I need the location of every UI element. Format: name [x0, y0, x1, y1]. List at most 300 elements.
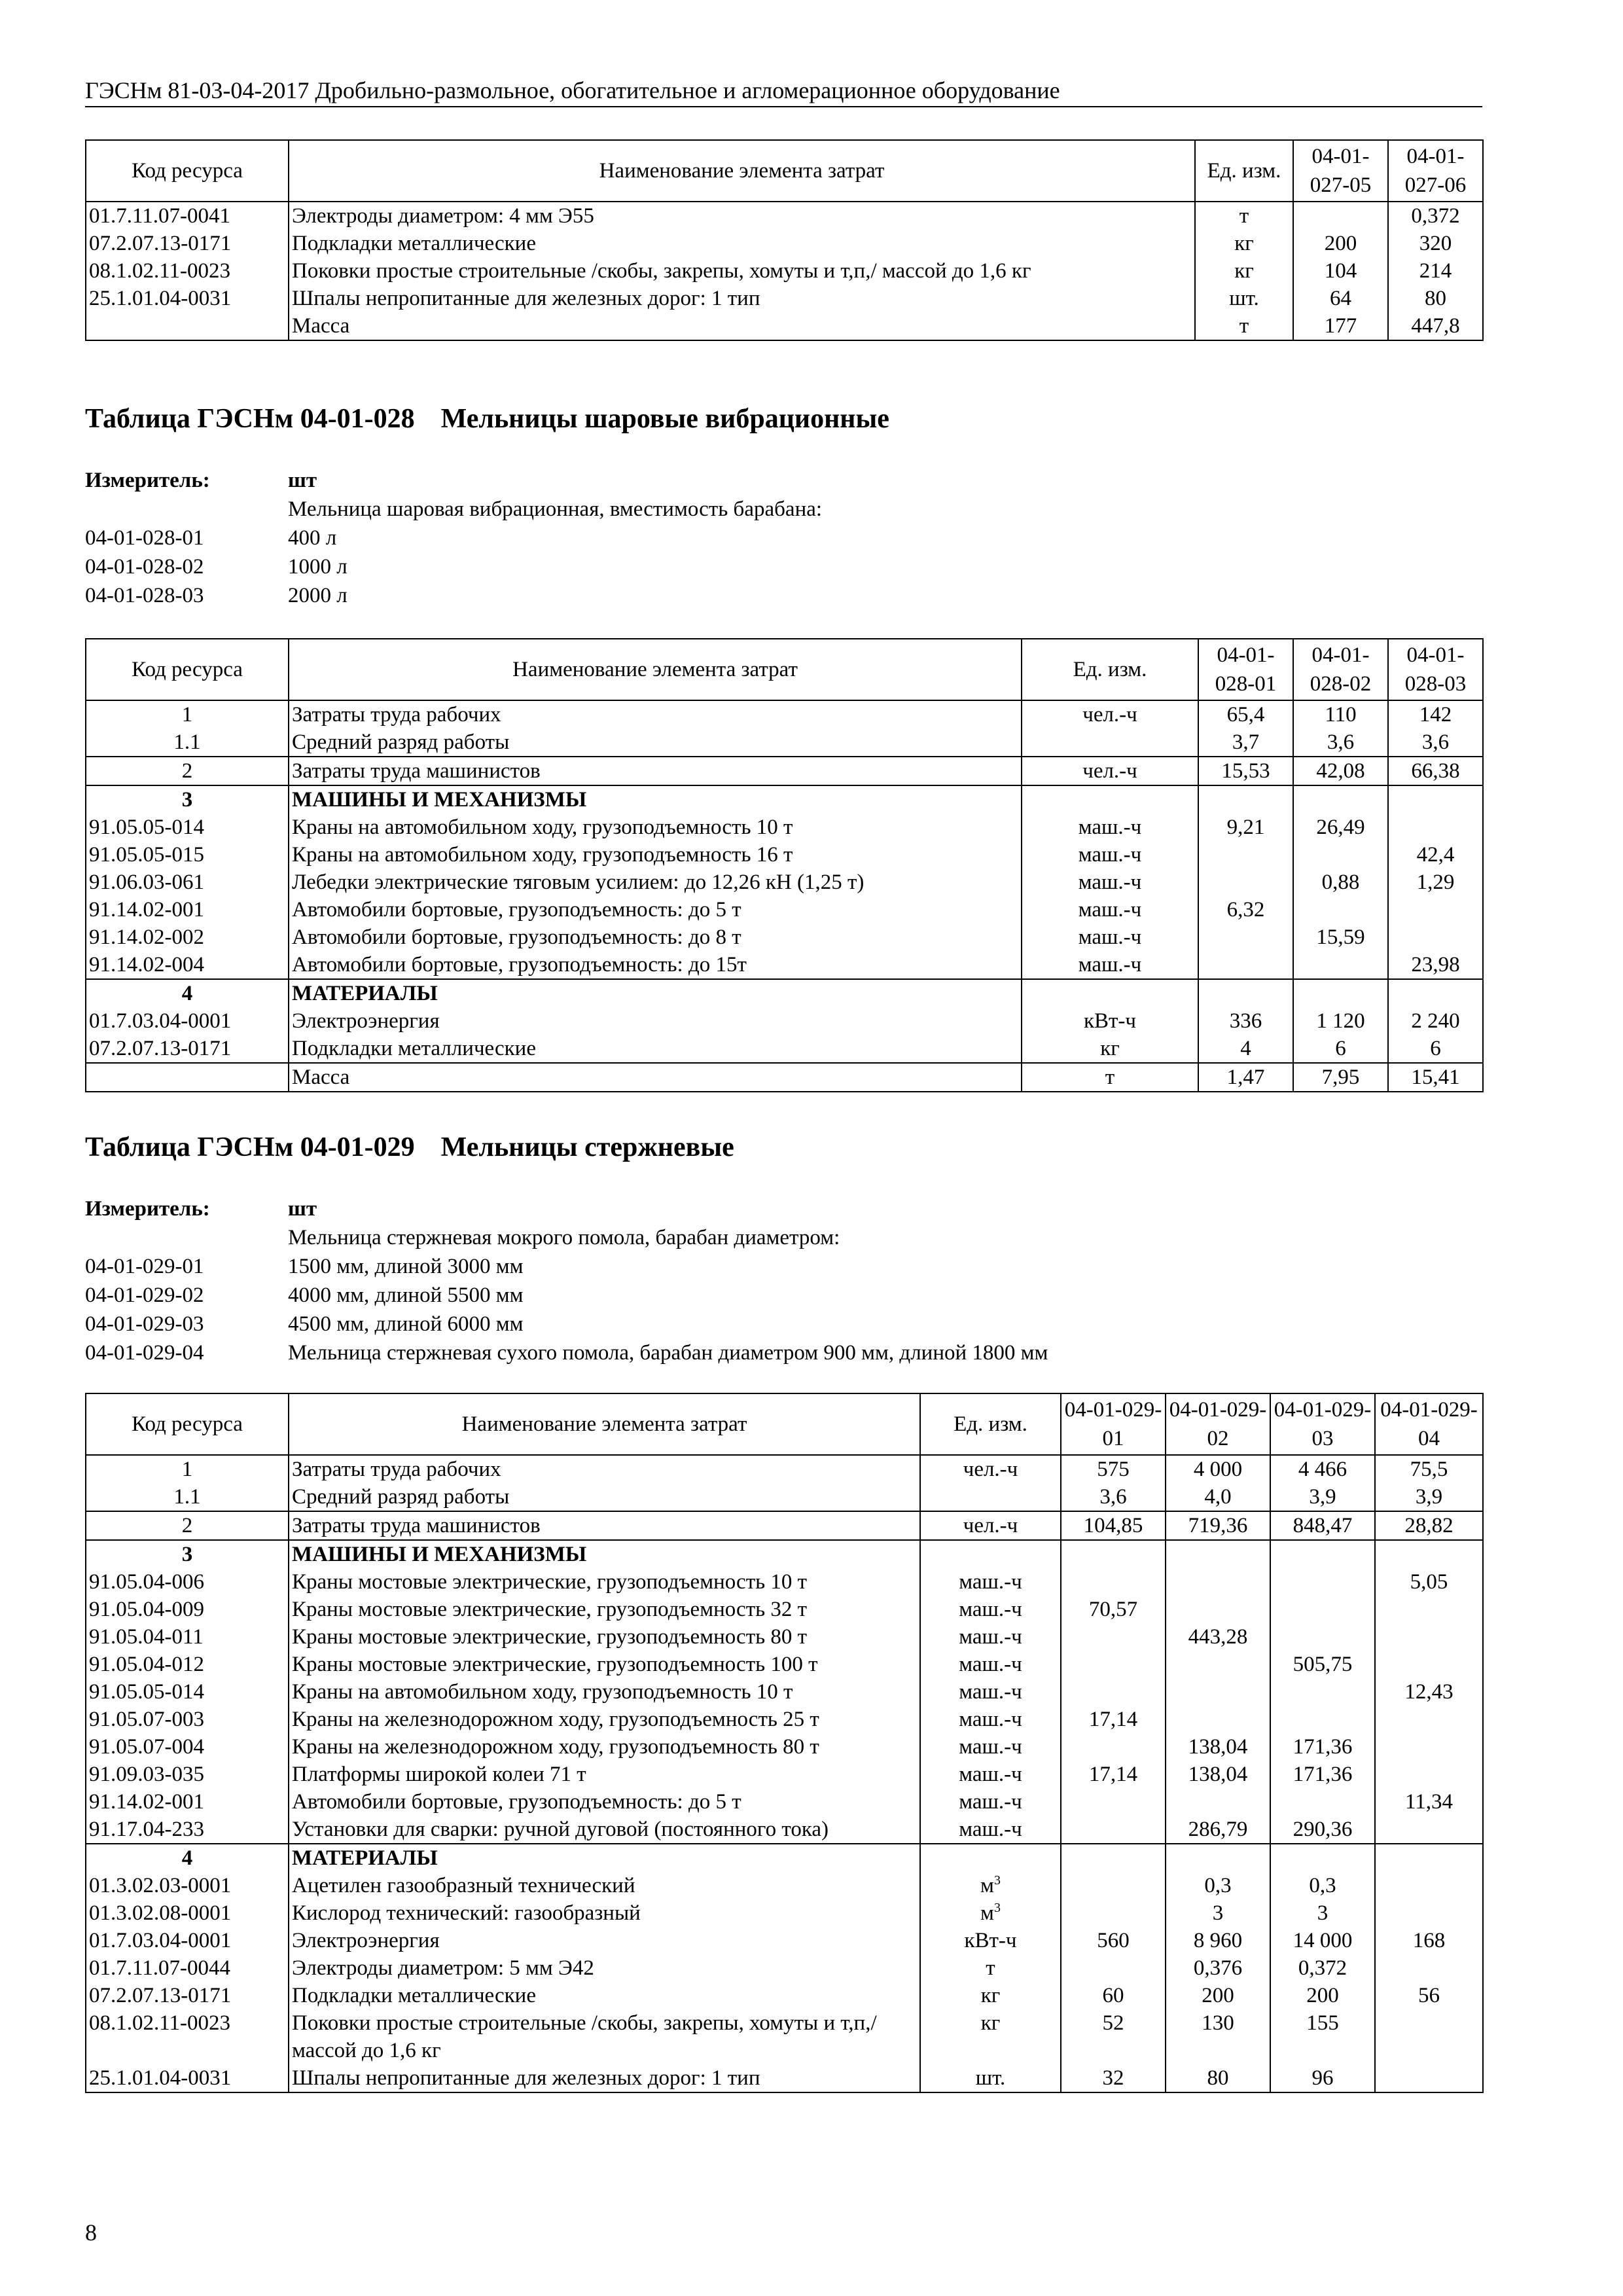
resource-code-cell: 91.14.02-002: [86, 924, 289, 951]
meter-label: Измеритель:: [85, 1197, 210, 1221]
value-cell: 104,85: [1061, 1511, 1166, 1540]
resource-code-cell: 4: [86, 979, 289, 1007]
cost-element-name-cell: Краны на автомобильном ходу, грузоподъемность 10 т: [289, 1678, 920, 1706]
value-cell: 560: [1061, 1927, 1166, 1954]
table-row: [86, 896, 1483, 924]
table-row: [86, 1678, 1483, 1706]
value-cell: [1198, 841, 1293, 869]
value-cell: 11,34: [1375, 1788, 1483, 1816]
cost-element-name-cell: Электроды диаметром: 4 мм Э55: [289, 202, 1195, 230]
norm-code: 04-01-028-01: [85, 526, 204, 550]
value-cell: [1061, 1651, 1166, 1678]
cost-element-name-cell: Электроэнергия: [289, 1007, 1022, 1035]
cost-element-name-cell: Подкладки металлические: [289, 1982, 920, 2009]
unit-cell: [1022, 869, 1198, 896]
unit-text: чел.-ч: [963, 1458, 1018, 1481]
value-cell: [1375, 1540, 1483, 1568]
cost-element-name-cell: Затраты труда машинистов: [289, 757, 1022, 785]
unit-cell: [920, 1596, 1061, 1623]
meter-description: Мельница стержневая мокрого помола, барабан диаметром:: [288, 1226, 840, 1249]
value-cell: [1388, 896, 1483, 924]
value-cell: [1166, 1844, 1270, 1872]
unit-text: маш.-ч: [959, 1708, 1022, 1731]
resource-code-cell: 01.7.03.04-0001: [86, 1927, 289, 1954]
value-cell: [1375, 1733, 1483, 1761]
value-cell: [1198, 869, 1293, 896]
value-cell: 104: [1293, 257, 1388, 285]
value-cell: 15,41: [1388, 1063, 1483, 1092]
norm-code: 04-01-029-02: [85, 1283, 204, 1307]
resource-code-cell: 01.7.11.07-0041: [86, 202, 289, 230]
table-row: [86, 1954, 1483, 1982]
unit-text: т: [1239, 314, 1249, 338]
resource-code-cell: 91.05.05-014: [86, 814, 289, 841]
resource-code-cell: 08.1.02.11-0023: [86, 257, 289, 285]
cost-element-name-cell: Краны на автомобильном ходу, грузоподъемность 10 т: [289, 814, 1022, 841]
unit-cell: [1022, 841, 1198, 869]
unit-text: кВт-ч: [1083, 1009, 1137, 1033]
value-cell: 168: [1375, 1927, 1483, 1954]
value-cell: [1270, 1596, 1375, 1623]
unit-cell: [920, 1623, 1061, 1651]
value-cell: 1,29: [1388, 869, 1483, 896]
value-cell: [1375, 1954, 1483, 1982]
unit-cell: [920, 1678, 1061, 1706]
norm-item: [85, 524, 822, 552]
resource-code-cell: 91.14.02-004: [86, 951, 289, 979]
unit-cell: [920, 1483, 1061, 1511]
value-cell: 155: [1270, 2009, 1375, 2064]
norm-text: 4000 мм, длиной 5500 мм: [288, 1283, 524, 1307]
resource-code-cell: 91.14.02-001: [86, 896, 289, 924]
cost-element-name-cell: Поковки простые строительные /скобы, закрепы, хомуты и т,п,/ массой до 1,6 кг: [289, 2009, 920, 2064]
resource-code-cell: 01.7.11.07-0044: [86, 1954, 289, 1982]
unit-cell: [1022, 757, 1198, 785]
column-header: Наименование элемента затрат: [289, 639, 1022, 700]
resource-code-cell: 91.09.03-035: [86, 1761, 289, 1788]
cost-element-name-cell: Затраты труда рабочих: [289, 1455, 920, 1483]
unit-text: чел.-ч: [1082, 759, 1137, 783]
value-cell: [1375, 1596, 1483, 1623]
cost-element-name-cell: Автомобили бортовые, грузоподъемность: до 8 т: [289, 924, 1022, 951]
cost-element-name-cell: МАТЕРИАЛЫ: [289, 979, 1022, 1007]
norm-item: [85, 1252, 1048, 1281]
resource-code-cell: 1: [86, 1455, 289, 1483]
value-cell: [1375, 1706, 1483, 1733]
value-cell: 26,49: [1293, 814, 1388, 841]
value-cell: [1198, 951, 1293, 979]
page-number: 8: [85, 2219, 97, 2246]
value-cell: [1166, 1651, 1270, 1678]
table-row: [86, 841, 1483, 869]
page-header: ГЭСНм 81-03-04-2017 Дробильно-размольное, обогатительное и агломерационное оборудование: [85, 77, 1482, 107]
table-row: [86, 1063, 1483, 1092]
cost-element-name-cell: Ацетилен газообразный технический: [289, 1872, 920, 1899]
unit-cell: [1195, 230, 1293, 257]
column-header: 04-01-028-03: [1388, 639, 1483, 700]
unit-text: т: [986, 1956, 995, 1980]
value-cell: [1270, 1540, 1375, 1568]
unit-text: кВт-ч: [964, 1929, 1017, 1952]
value-cell: [1375, 1623, 1483, 1651]
value-cell: 15,59: [1293, 924, 1388, 951]
unit-cell: [920, 2064, 1061, 2092]
unit-cell: [920, 1816, 1061, 1844]
value-cell: [1293, 951, 1388, 979]
resource-code-cell: 01.3.02.08-0001: [86, 1899, 289, 1927]
value-cell: 14 000: [1270, 1927, 1375, 1954]
unit-cell: [1022, 1035, 1198, 1063]
value-cell: 3,6: [1293, 728, 1388, 757]
cost-element-name-cell: Затраты труда машинистов: [289, 1511, 920, 1540]
resource-code-cell: [86, 1063, 289, 1092]
value-cell: [1270, 1678, 1375, 1706]
value-cell: 719,36: [1166, 1511, 1270, 1540]
unit-cell: [920, 1844, 1061, 1872]
value-cell: 56: [1375, 1982, 1483, 2009]
value-cell: 848,47: [1270, 1511, 1375, 1540]
table-row: [86, 1982, 1483, 2009]
cost-element-name-cell: Затраты труда рабочих: [289, 700, 1022, 728]
value-cell: [1375, 2064, 1483, 2092]
table-028-code: Таблица ГЭСНм 04-01-028: [85, 404, 415, 434]
unit-cell: [920, 1872, 1061, 1899]
value-cell: [1270, 1568, 1375, 1596]
unit-cell: [920, 1706, 1061, 1733]
cost-element-name-cell: МАШИНЫ И МЕХАНИЗМЫ: [289, 1540, 920, 1568]
table-row: [86, 1899, 1483, 1927]
cost-element-name-cell: МАТЕРИАЛЫ: [289, 1844, 920, 1872]
cost-element-name-cell: Автомобили бортовые, грузоподъемность: до 5 т: [289, 896, 1022, 924]
resource-code-cell: 1.1: [86, 728, 289, 757]
unit-text: шт.: [1229, 287, 1259, 310]
cost-element-name-cell: МАШИНЫ И МЕХАНИЗМЫ: [289, 785, 1022, 814]
resource-code-cell: 3: [86, 785, 289, 814]
column-header: Ед. изм.: [1195, 140, 1293, 202]
column-header: 04-01-029-03: [1270, 1393, 1375, 1455]
table-row: [86, 951, 1483, 979]
table-row: [86, 1483, 1483, 1511]
resource-code-cell: 91.05.04-006: [86, 1568, 289, 1596]
norm-text: 4500 мм, длиной 6000 мм: [288, 1312, 524, 1336]
value-cell: 3,9: [1270, 1483, 1375, 1511]
unit-cell: [920, 1954, 1061, 1982]
value-cell: [1388, 785, 1483, 814]
resource-code-cell: 07.2.07.13-0171: [86, 230, 289, 257]
value-cell: [1166, 1678, 1270, 1706]
meter-label: Измеритель:: [85, 469, 210, 492]
table-row: [86, 1007, 1483, 1035]
unit-cell: [1022, 979, 1198, 1007]
cost-element-name-cell: Подкладки металлические: [289, 1035, 1022, 1063]
value-cell: [1388, 979, 1483, 1007]
table-row: [86, 230, 1483, 257]
unit-cell: [920, 1761, 1061, 1788]
unit-cell: [920, 1540, 1061, 1568]
value-cell: [1061, 1540, 1166, 1568]
unit-text: маш.-ч: [959, 1570, 1022, 1594]
table-row: [86, 757, 1483, 785]
unit-text: кг: [980, 1984, 1001, 2007]
value-cell: [1293, 979, 1388, 1007]
value-cell: 65,4: [1198, 700, 1293, 728]
value-cell: [1293, 202, 1388, 230]
value-cell: 0,372: [1388, 202, 1483, 230]
value-cell: [1061, 1788, 1166, 1816]
value-cell: [1061, 1872, 1166, 1899]
column-header: 04-01-028-02: [1293, 639, 1388, 700]
norm-text: Мельница стержневая сухого помола, барабан диаметром 900 мм, длиной 1800 мм: [288, 1341, 1048, 1365]
value-cell: [1375, 1872, 1483, 1899]
table-row: [86, 785, 1483, 814]
norm-text: 1500 мм, длиной 3000 мм: [288, 1255, 524, 1278]
unit-text: чел.-ч: [963, 1514, 1018, 1537]
value-cell: [1061, 1844, 1166, 1872]
unit-cell: [1022, 1007, 1198, 1035]
value-cell: 320: [1388, 230, 1483, 257]
value-cell: [1061, 1954, 1166, 1982]
value-cell: 7,95: [1293, 1063, 1388, 1092]
meter-description: Мельница шаровая вибрационная, вместимость барабана:: [288, 497, 823, 521]
table-029: [85, 1393, 1484, 2093]
column-header: Ед. изм.: [920, 1393, 1061, 1455]
unit-text: чел.-ч: [1082, 703, 1137, 726]
unit-text: маш.-ч: [959, 1598, 1022, 1621]
unit-text: маш.-ч: [1078, 870, 1142, 894]
value-cell: [1375, 2009, 1483, 2064]
table-row: [86, 1872, 1483, 1899]
value-cell: [1198, 924, 1293, 951]
cost-element-name-cell: Платформы широкой колеи 71 т: [289, 1761, 920, 1788]
resource-code-cell: 07.2.07.13-0171: [86, 1035, 289, 1063]
resource-code-cell: 2: [86, 1511, 289, 1540]
value-cell: 4 000: [1166, 1455, 1270, 1483]
cost-element-name-cell: Краны мостовые электрические, грузоподъемность 80 т: [289, 1623, 920, 1651]
value-cell: [1166, 1596, 1270, 1623]
resource-code-cell: 1: [86, 700, 289, 728]
value-cell: 1 120: [1293, 1007, 1388, 1035]
value-cell: [1166, 1788, 1270, 1816]
unit-cell: [920, 1788, 1061, 1816]
table-row: [86, 1816, 1483, 1844]
value-cell: [1061, 1568, 1166, 1596]
value-cell: 17,14: [1061, 1761, 1166, 1788]
cost-element-name-cell: Шпалы непропитанные для железных дорог: 1 тип: [289, 285, 1195, 312]
norm-text: 400 л: [288, 526, 337, 550]
cost-element-name-cell: Краны на автомобильном ходу, грузоподъемность 16 т: [289, 841, 1022, 869]
unit-text: т: [1105, 1066, 1115, 1089]
value-cell: [1293, 785, 1388, 814]
value-cell: 4: [1198, 1035, 1293, 1063]
value-cell: 110: [1293, 700, 1388, 728]
unit-cell: [920, 1899, 1061, 1927]
cost-element-name-cell: Краны на железнодорожном ходу, грузоподъемность 80 т: [289, 1733, 920, 1761]
table-028-meter-block: [85, 466, 822, 610]
norm-item: [85, 1281, 1048, 1310]
value-cell: 200: [1166, 1982, 1270, 2009]
cost-element-name-cell: Краны мостовые электрические, грузоподъемность 32 т: [289, 1596, 920, 1623]
table-029-meter-block: [85, 1194, 1048, 1367]
value-cell: 2 240: [1388, 1007, 1483, 1035]
value-cell: 15,53: [1198, 757, 1293, 785]
table-row: [86, 1511, 1483, 1540]
unit-text: кг: [1100, 1037, 1120, 1060]
unit-cell: [1022, 951, 1198, 979]
value-cell: 9,21: [1198, 814, 1293, 841]
table-row: [86, 1455, 1483, 1483]
norm-item: [85, 1338, 1048, 1367]
table-row: [86, 1761, 1483, 1788]
norm-code: 04-01-029-04: [85, 1341, 204, 1365]
column-header: 04-01-027-06: [1388, 140, 1483, 202]
value-cell: 286,79: [1166, 1816, 1270, 1844]
resource-code-cell: 91.14.02-001: [86, 1788, 289, 1816]
column-header: 04-01-029-01: [1061, 1393, 1166, 1455]
value-cell: 64: [1293, 285, 1388, 312]
table-row: [86, 257, 1483, 285]
norm-item: [85, 552, 822, 581]
cost-element-name-cell: Электроэнергия: [289, 1927, 920, 1954]
resource-code-cell: 91.05.07-004: [86, 1733, 289, 1761]
value-cell: 0,3: [1270, 1872, 1375, 1899]
unit-cell: [1022, 728, 1198, 757]
cost-element-name-cell: Краны мостовые электрические, грузоподъемность 10 т: [289, 1568, 920, 1596]
table-029-name: Мельницы стержневые: [440, 1132, 734, 1162]
value-cell: [1061, 1899, 1166, 1927]
table-row: [86, 1540, 1483, 1568]
value-cell: [1270, 1844, 1375, 1872]
value-cell: 447,8: [1388, 312, 1483, 340]
unit-superscript: 3: [993, 1873, 1001, 1888]
value-cell: [1375, 1899, 1483, 1927]
unit-text: маш.-ч: [959, 1735, 1022, 1759]
value-cell: 130: [1166, 2009, 1270, 2064]
value-cell: [1166, 1706, 1270, 1733]
table-028-name: Мельницы шаровые вибрационные: [440, 404, 889, 434]
value-cell: 70,57: [1061, 1596, 1166, 1623]
table-029-title: [85, 1131, 734, 1164]
value-cell: [1388, 924, 1483, 951]
unit-text: м: [980, 1901, 994, 1925]
value-cell: 0,3: [1166, 1872, 1270, 1899]
value-cell: 138,04: [1166, 1733, 1270, 1761]
resource-code-cell: 91.05.05-014: [86, 1678, 289, 1706]
unit-cell: [1195, 285, 1293, 312]
table-row: [86, 1927, 1483, 1954]
unit-cell: [1022, 896, 1198, 924]
value-cell: 0,88: [1293, 869, 1388, 896]
value-cell: [1061, 1623, 1166, 1651]
resource-code-cell: 3: [86, 1540, 289, 1568]
table-row: [86, 700, 1483, 728]
value-cell: 60: [1061, 1982, 1166, 2009]
cost-element-name-cell: Установки для сварки: ручной дуговой (постоянного тока): [289, 1816, 920, 1844]
value-cell: 3,9: [1375, 1483, 1483, 1511]
value-cell: [1375, 1816, 1483, 1844]
value-cell: [1198, 979, 1293, 1007]
unit-cell: [1022, 814, 1198, 841]
resource-code-cell: [86, 312, 289, 340]
table-028: [85, 638, 1484, 1092]
value-cell: 200: [1293, 230, 1388, 257]
unit-text: маш.-ч: [959, 1680, 1022, 1704]
norm-item: [85, 581, 822, 610]
cost-element-name-cell: Средний разряд работы: [289, 1483, 920, 1511]
unit-text: маш.-ч: [1078, 953, 1142, 977]
unit-text: маш.-ч: [959, 1763, 1022, 1786]
value-cell: 75,5: [1375, 1455, 1483, 1483]
unit-text: кг: [1234, 232, 1254, 255]
unit-text: кг: [980, 2011, 1001, 2035]
table-row: [86, 1035, 1483, 1063]
unit-text: маш.-ч: [1078, 843, 1142, 867]
table-row: [86, 979, 1483, 1007]
value-cell: 3,6: [1388, 728, 1483, 757]
table-row: [86, 1623, 1483, 1651]
unit-cell: [920, 1982, 1061, 2009]
value-cell: [1166, 1568, 1270, 1596]
unit-cell: [1022, 785, 1198, 814]
table-row: [86, 1568, 1483, 1596]
cost-element-name-cell: Краны на железнодорожном ходу, грузоподъемность 25 т: [289, 1706, 920, 1733]
column-header: Код ресурса: [86, 140, 289, 202]
table-row: [86, 1651, 1483, 1678]
meter-value: шт: [288, 1197, 317, 1221]
table-row: [86, 728, 1483, 757]
unit-text: маш.-ч: [1078, 898, 1142, 922]
unit-text: т: [1239, 204, 1249, 228]
column-header: Наименование элемента затрат: [289, 1393, 920, 1455]
unit-text: м: [980, 1874, 994, 1897]
value-cell: [1061, 1678, 1166, 1706]
unit-text: маш.-ч: [1078, 925, 1142, 949]
table-row: [86, 1596, 1483, 1623]
unit-text: кг: [1234, 259, 1254, 283]
unit-cell: [1195, 257, 1293, 285]
norm-item: [85, 1310, 1048, 1338]
resource-code-cell: 91.17.04-233: [86, 1816, 289, 1844]
cost-element-name-cell: Шпалы непропитанные для железных дорог: 1 тип: [289, 2064, 920, 2092]
value-cell: 28,82: [1375, 1511, 1483, 1540]
value-cell: [1293, 896, 1388, 924]
unit-cell: [1022, 1063, 1198, 1092]
value-cell: [1270, 1788, 1375, 1816]
resource-code-cell: 4: [86, 1844, 289, 1872]
table-row: [86, 2009, 1483, 2064]
table-row: [86, 2064, 1483, 2092]
value-cell: 142: [1388, 700, 1483, 728]
cost-element-name-cell: Масса: [289, 312, 1195, 340]
cost-element-name-cell: Автомобили бортовые, грузоподъемность: до 5 т: [289, 1788, 920, 1816]
value-cell: 4,0: [1166, 1483, 1270, 1511]
value-cell: 336: [1198, 1007, 1293, 1035]
unit-cell: [920, 1455, 1061, 1483]
unit-cell: [1195, 202, 1293, 230]
resource-code-cell: 01.3.02.03-0001: [86, 1872, 289, 1899]
value-cell: 200: [1270, 1982, 1375, 2009]
value-cell: [1388, 814, 1483, 841]
value-cell: 575: [1061, 1455, 1166, 1483]
value-cell: [1270, 1623, 1375, 1651]
unit-cell: [920, 2009, 1061, 2064]
column-header: Ед. изм.: [1022, 639, 1198, 700]
table-027-continuation: [85, 139, 1484, 341]
value-cell: 32: [1061, 2064, 1166, 2092]
unit-superscript: 3: [993, 1901, 1001, 1915]
value-cell: 505,75: [1270, 1651, 1375, 1678]
value-cell: 4 466: [1270, 1455, 1375, 1483]
unit-cell: [920, 1568, 1061, 1596]
